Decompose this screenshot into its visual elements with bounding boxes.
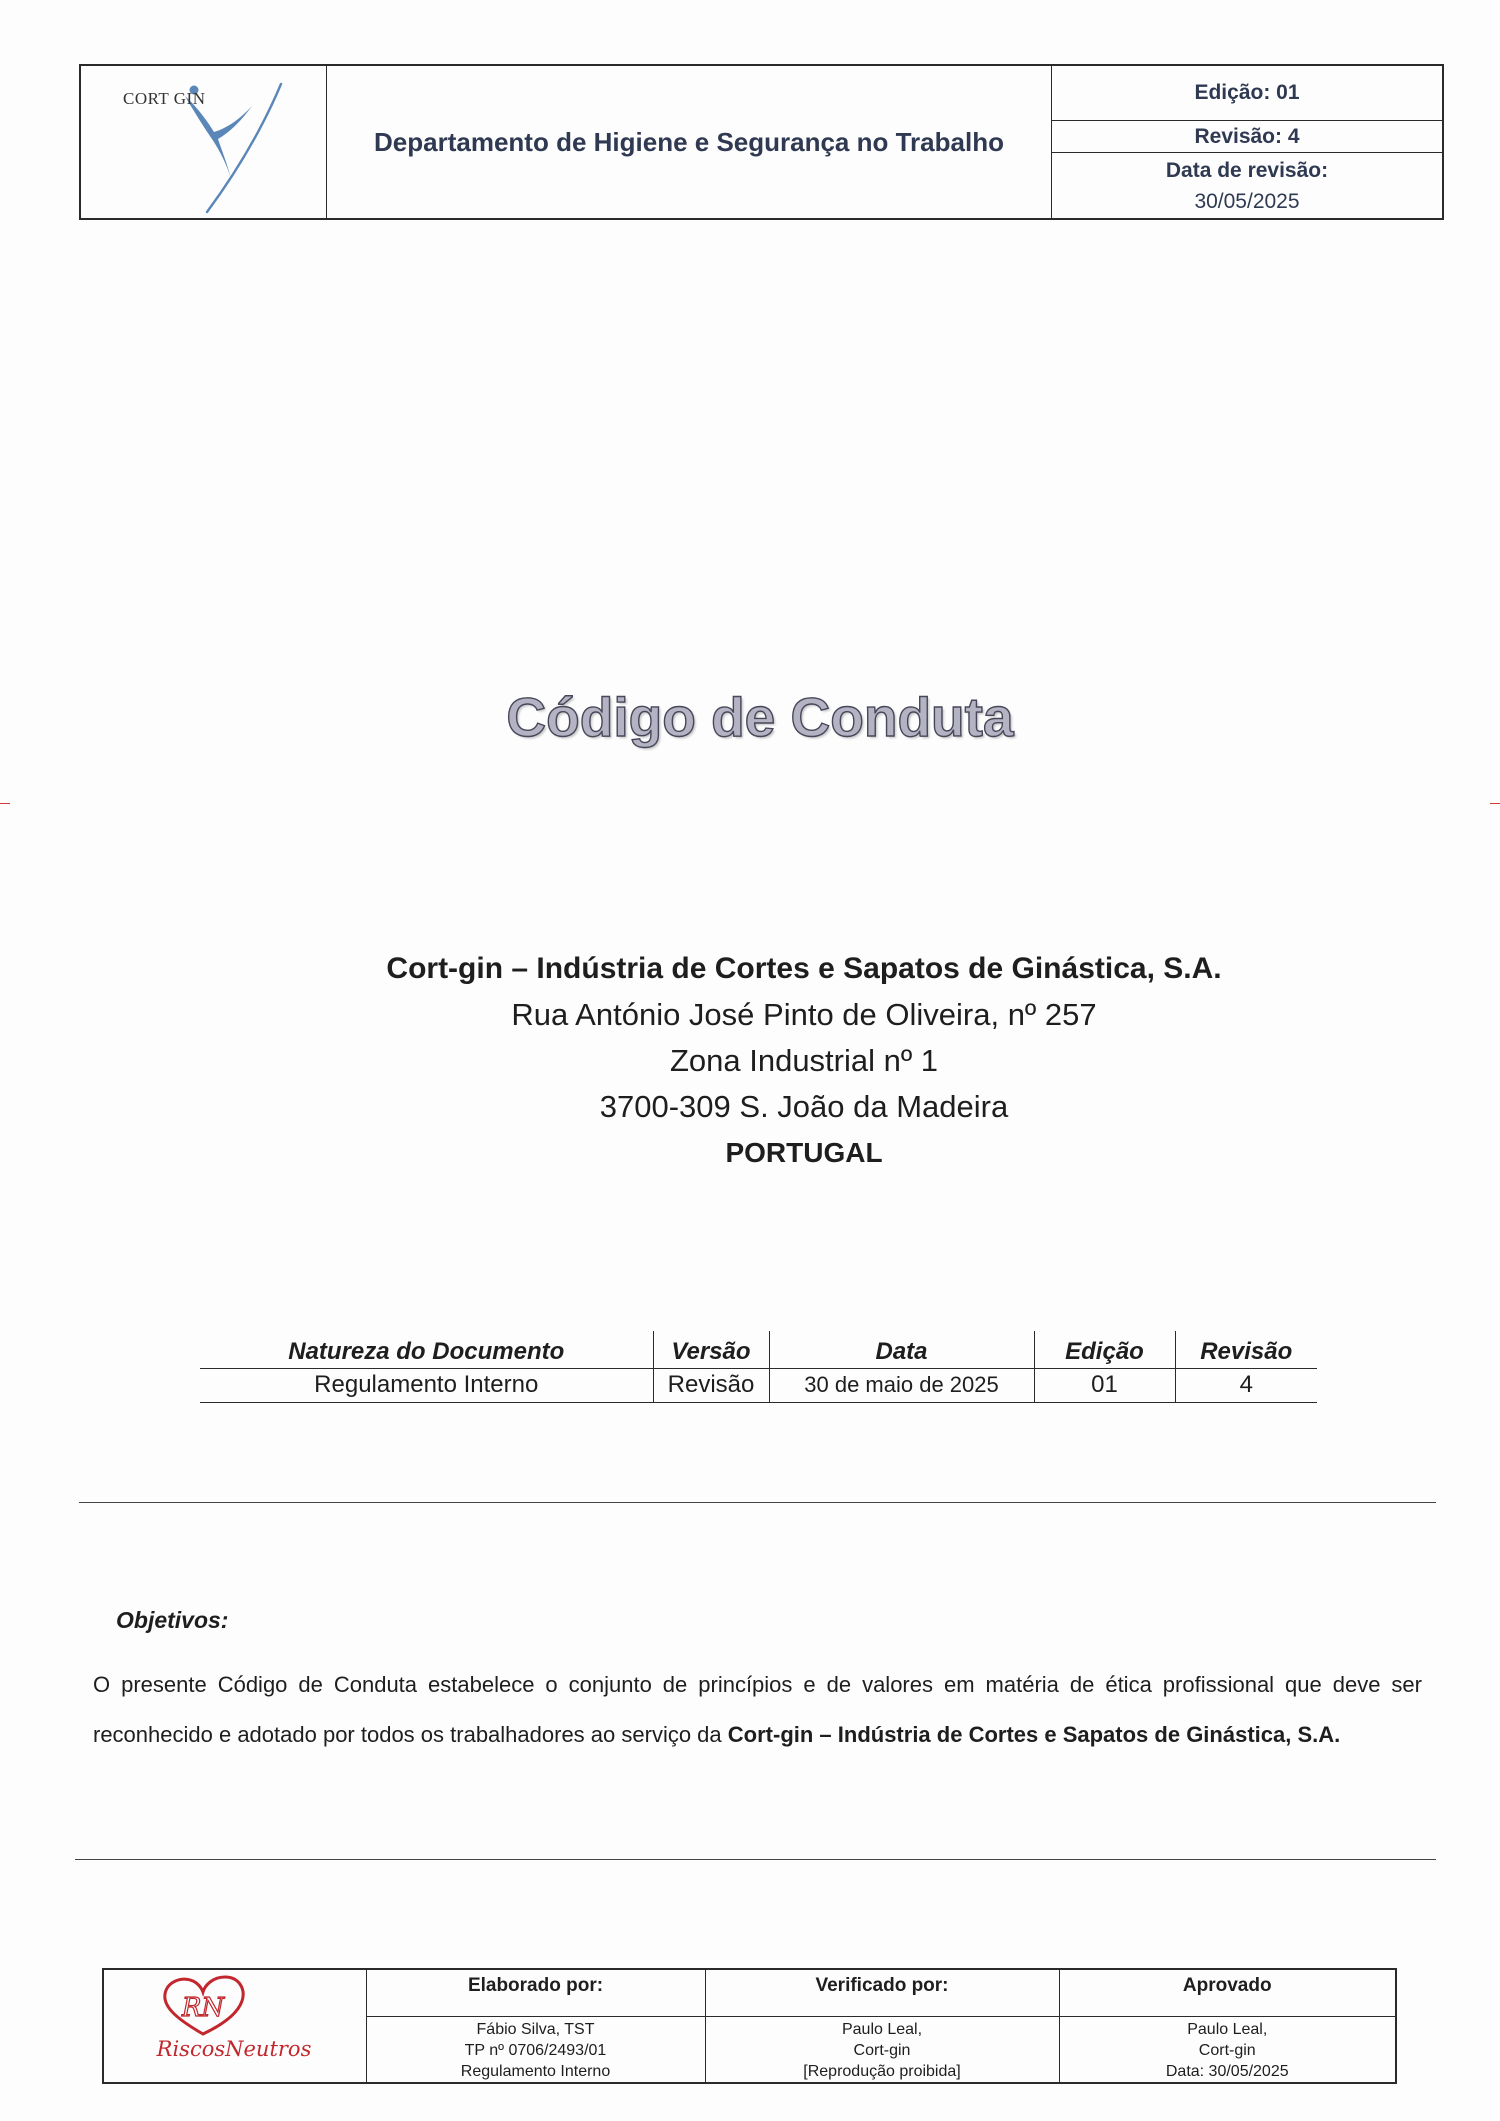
aprovado-line: Data: 30/05/2025 [1165,2062,1289,2080]
company-country: PORTUGAL [725,1137,883,1168]
elaborado-line: Regulamento Interno [460,2062,611,2080]
revision-date-row [1052,153,1442,218]
objectives-heading: Objetivos: [116,1607,229,1633]
cell-edicao: 01 [1034,1368,1175,1402]
logo-name: RiscosNeutros [156,2037,312,2061]
elaborado-details [366,2016,705,2083]
aprovado-details [1059,2016,1396,2083]
edition-row [1052,66,1442,121]
scan-edge-mark-right [1490,803,1500,804]
objectives-body: O presente Código de Conduta estabelece o conjunto de princípios e de valores em matéria de ética profissional que deve ser reconhecido e adotado por todos os trabalhadores ao serviço da [93,1672,1422,1747]
logo-wordmark: CORT GIN [123,89,206,108]
header-aprovado: Aprovado [1059,1969,1396,2016]
objectives-text [93,1660,1422,1760]
objectives-company-name: Cort-gin – Indústria de Cortes e Sapatos de Ginástica, S.A. [727,1722,1341,1747]
verificado-line: [Reprodução proibida] [803,2062,961,2080]
department-name: Departamento de Higiene e Segurança no Trabalho [374,126,1004,157]
header-data: Data [769,1331,1034,1368]
revision-date-value: 30/05/2025 [1194,189,1300,213]
divider-bottom [75,1859,1436,1860]
revision-date-label: Data de revisão: [1165,158,1329,182]
document-info-table [200,1331,1317,1403]
company-address-block [304,946,1304,1176]
divider-top [79,1502,1436,1503]
page-title: Código de Conduta [506,686,1014,748]
company-logo [81,66,327,218]
cell-natureza: Regulamento Interno [200,1368,653,1402]
header-natureza: Natureza do Documento [200,1331,653,1368]
revision-label: Revisão: 4 [1194,124,1300,148]
company-zone: Zona Industrial nº 1 [669,1043,939,1078]
revision-row [1052,121,1442,153]
company-name: Cort-gin – Indústria de Cortes e Sapatos de Ginástica, S.A. [386,952,1222,985]
company-street: Rua António José Pinto de Oliveira, nº 257 [511,997,1097,1032]
aprovado-line: Paulo Leal, [1187,2020,1268,2038]
header-edicao: Edição [1034,1331,1175,1368]
approval-header-row [103,1969,1396,2016]
elaborado-line: Fábio Silva, TST [476,2020,595,2038]
cell-versao: Revisão [653,1368,769,1402]
scan-edge-mark-left [0,803,10,804]
revision-info [1052,66,1442,218]
header-versao: Versão [653,1331,769,1368]
approval-table [102,1968,1397,2084]
header-elaborado: Elaborado por: [366,1969,705,2016]
cell-data: 30 de maio de 2025 [769,1368,1034,1402]
logo-initials: RN [182,1993,225,2023]
aprovado-line: Cort-gin [1198,2041,1256,2059]
elaborado-line: TP nº 0706/2493/01 [464,2041,607,2059]
riscosneutros-logo [105,1970,364,2076]
verificado-details [705,2016,1059,2083]
document-header [79,64,1444,220]
verificado-line: Paulo Leal, [841,2020,923,2038]
department-cell [327,66,1052,218]
header-revisao: Revisão [1175,1331,1317,1368]
document-info-row [200,1368,1317,1402]
consultant-logo [103,1969,366,2083]
company-postal-city: 3700-309 S. João da Madeira [599,1089,1009,1124]
header-verificado: Verificado por: [705,1969,1059,2016]
edition-label: Edição: 01 [1194,81,1300,104]
document-info-header-row [200,1331,1317,1368]
cell-revisao: 4 [1175,1368,1317,1402]
verificado-line: Cort-gin [853,2041,911,2059]
